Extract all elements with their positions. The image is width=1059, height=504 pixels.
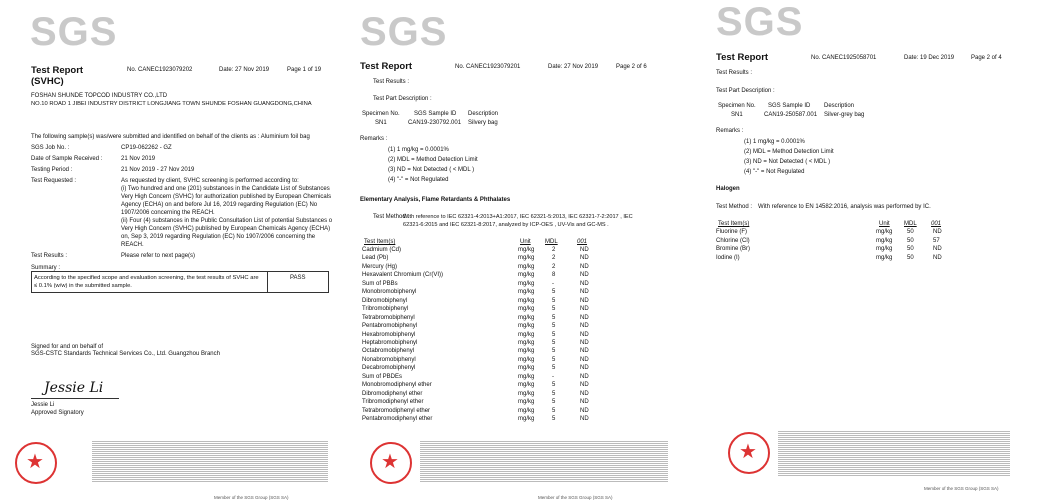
table-header: MDL <box>545 239 558 245</box>
spec-header: Specimen No. <box>362 111 400 117</box>
page-number: Page 1 of 19 <box>287 67 322 73</box>
signed-line: Signed for and on behalf of <box>31 344 104 350</box>
sgs-logo: SGS <box>30 10 118 54</box>
spec-value: SN1 <box>375 120 387 126</box>
results-value: Please refer to next page(s) <box>121 253 196 259</box>
requested-line: Very High Concern (SVHC) published by European Chemicals Agency (ECHA) <box>121 226 331 232</box>
remarks-label: Remarks : <box>716 128 744 134</box>
mdl-cell: 50 <box>907 237 914 244</box>
signature-line <box>31 398 119 399</box>
result-cell: ND <box>580 247 589 253</box>
unit-cell: mg/kg <box>518 356 535 363</box>
report-title: Test Report <box>31 65 84 76</box>
remark-line: (1) 1 mg/kg = 0.0001% <box>388 147 449 153</box>
item-name-cell: Hexabromobiphenyl <box>362 331 416 338</box>
method-line: 62321-6:2015 and IEC 62321-8:2017, analyzed by ICP-OES , UV-Vis and GC-MS . <box>403 222 609 228</box>
item-name-cell: Hexavalent Chromium (Cr(VI)) <box>362 272 444 279</box>
requested-line: on, Sep 3, 2019 regarding Regulation (EC) No 1907/2006 concerning the <box>121 234 316 240</box>
remark-line: (3) ND = Not Detected ( < MDL ) <box>744 159 831 165</box>
signature: Jessie Li <box>44 380 104 396</box>
mdl-cell: 5 <box>552 399 556 406</box>
mdl-cell: 5 <box>552 297 556 304</box>
mdl-cell: 5 <box>552 331 556 338</box>
section-heading: Elementary Analysis, Flame Retardants & Phthalates <box>360 197 511 203</box>
mdl-cell: 5 <box>552 390 556 397</box>
requested-line: 1907/2006 concerning the REACH. <box>121 210 215 216</box>
table-header: Unit <box>879 221 890 227</box>
item-name-cell: Lead (Pb) <box>362 255 389 262</box>
unit-cell: mg/kg <box>518 323 535 330</box>
sgs-seal-icon <box>728 432 770 474</box>
item-name-cell: Tribromobiphenyl <box>362 306 409 313</box>
remark-line: (2) MDL = Method Detection Limit <box>744 149 834 155</box>
terms-fine-print <box>420 440 668 482</box>
item-name-cell: Octabromobiphenyl <box>362 348 415 355</box>
item-name-cell: Bromine (Br) <box>716 246 751 253</box>
unit-cell: mg/kg <box>518 416 535 422</box>
item-name-cell: Dibromodiphenyl ether <box>362 390 423 397</box>
unit-cell: mg/kg <box>518 331 535 338</box>
mdl-cell: - <box>552 280 554 287</box>
item-name-cell: Mercury (Hg) <box>362 263 398 270</box>
mdl-cell: 8 <box>552 272 556 279</box>
unit-cell: mg/kg <box>518 306 535 313</box>
method-text: With reference to EN 14582:2016, analysis was performed by IC. <box>758 204 931 210</box>
report-title: Test Report <box>360 61 413 72</box>
summary-line: ≤ 0.1% (w/w) in the submitted sample. <box>34 283 132 289</box>
mdl-cell: 5 <box>552 314 556 321</box>
remarks-label: Remarks : <box>360 136 388 142</box>
mdl-cell: - <box>552 373 554 380</box>
remark-line: (3) ND = Not Detected ( < MDL ) <box>388 167 475 173</box>
page-number: Page 2 of 4 <box>971 55 1002 61</box>
result-cell: ND <box>580 348 589 355</box>
unit-cell: mg/kg <box>518 407 535 414</box>
requested-line: Very High Concern (SVHC) for authorization published by European Chemicals <box>121 194 332 200</box>
result-cell: ND <box>933 229 942 235</box>
report-date: Date: 27 Nov 2019 <box>219 67 270 73</box>
signed-line: SGS-CSTC Standards Technical Services Co., Ltd. Guangzhou Branch <box>31 351 220 357</box>
sgs-seal-icon <box>370 442 412 484</box>
report-number: No. CANEC1923079202 <box>127 67 193 73</box>
report-number: No. CANEC1923079201 <box>455 64 521 70</box>
mdl-cell: 50 <box>907 229 914 235</box>
item-name-cell: Nonabromobiphenyl <box>362 356 416 363</box>
unit-cell: mg/kg <box>518 272 535 279</box>
item-name-cell: Monobromobiphenyl <box>362 289 417 296</box>
report-title: Test Report <box>716 52 769 63</box>
remark-line: (1) 1 mg/kg = 0.0001% <box>744 139 805 145</box>
result-cell: ND <box>580 416 589 422</box>
result-cell: ND <box>580 255 589 262</box>
mdl-cell: 5 <box>552 382 556 389</box>
result-cell: 57 <box>933 237 940 244</box>
sgs-seal-icon <box>15 442 57 484</box>
received-value: 21 Nov 2019 <box>121 156 156 162</box>
sgs-logo: SGS <box>360 10 448 54</box>
unit-cell: mg/kg <box>518 339 535 346</box>
period-value: 21 Nov 2019 - 27 Nov 2019 <box>121 167 195 173</box>
item-name-cell: Pentabromodiphenyl ether <box>362 416 433 422</box>
terms-fine-print <box>92 440 328 482</box>
result-cell: ND <box>580 263 589 270</box>
part-label: Test Part Description : <box>373 96 432 102</box>
mdl-cell: 5 <box>552 407 556 414</box>
unit-cell: mg/kg <box>518 280 535 287</box>
spec-header: SGS Sample ID <box>768 103 811 109</box>
report-page-1 <box>0 0 348 504</box>
result-cell: ND <box>580 339 589 346</box>
page-number: Page 2 of 6 <box>616 64 647 70</box>
intro-text: The following sample(s) was/were submitted and identified on behalf of the clients as : Aluminium foil bag <box>31 134 310 140</box>
method-line: With reference to IEC 62321-4:2013+A1:2017, IEC 62321-5:2013, IEC 62321-7-2:2017 , IEC <box>403 214 633 220</box>
mdl-cell: 5 <box>552 323 556 330</box>
requested-line: (i) Two hundred and one (201) substances in the Candidate List of Substances <box>121 186 330 192</box>
item-name-cell: Tribromodiphenyl ether <box>362 399 424 406</box>
spec-header: SGS Sample ID <box>414 111 457 117</box>
report-page-2 <box>352 0 698 504</box>
signer-title: Approved Signatory <box>31 410 84 416</box>
section-heading: Halogen <box>716 186 740 192</box>
report-date: Date: 27 Nov 2019 <box>548 64 599 70</box>
summary-label: Summary : <box>31 265 61 271</box>
table-header: Test Item(s) <box>718 221 750 227</box>
result-cell: ND <box>580 407 589 414</box>
unit-cell: mg/kg <box>518 247 535 253</box>
result-cell: ND <box>580 306 589 313</box>
unit-cell: mg/kg <box>518 255 535 262</box>
mdl-cell: 5 <box>552 306 556 313</box>
unit-cell: mg/kg <box>518 263 535 270</box>
job-value: CP19-062262 - GZ <box>121 145 172 151</box>
item-name-cell: Fluorine (F) <box>716 229 748 235</box>
result-cell: ND <box>580 331 589 338</box>
remark-line: (4) "-" = Not Regulated <box>744 169 805 175</box>
member-text: Member of the SGS Group (SGS SA) <box>924 486 999 491</box>
result-cell: ND <box>580 390 589 397</box>
requested-label: Test Requested : <box>31 178 77 184</box>
member-text: Member of the SGS Group (SGS SA) <box>538 495 613 500</box>
item-name-cell: Monobromodiphenyl ether <box>362 382 432 389</box>
item-name-cell: Sum of PBBs <box>362 280 398 287</box>
period-label: Testing Period : <box>31 167 73 173</box>
result-cell: ND <box>933 246 942 253</box>
unit-cell: mg/kg <box>518 365 535 372</box>
mdl-cell: 5 <box>552 339 556 346</box>
item-name-cell: Cadmium (Cd) <box>362 247 402 253</box>
unit-cell: mg/kg <box>518 348 535 355</box>
unit-cell: mg/kg <box>518 297 535 304</box>
remark-line: (4) "-" = Not Regulated <box>388 177 449 183</box>
spec-value: SN1 <box>731 112 743 118</box>
result-cell: ND <box>933 254 942 261</box>
item-name-cell: Chlorine (Cl) <box>716 237 750 244</box>
received-label: Date of Sample Received : <box>31 156 103 162</box>
mdl-cell: 50 <box>907 246 914 253</box>
table-header: Test Item(s) <box>364 239 396 245</box>
mdl-cell: 5 <box>552 365 556 372</box>
applicant-address: NO.10 ROAD 1 JIBEI INDUSTRY DISTRICT LONGJIANG TOWN SHUNDE FOSHAN GUANGDONG,CHINA <box>31 101 312 107</box>
item-name-cell: Decabromobiphenyl <box>362 365 416 372</box>
mdl-cell: 5 <box>552 348 556 355</box>
unit-cell: mg/kg <box>518 390 535 397</box>
report-subtitle: (SVHC) <box>31 76 64 87</box>
result-cell: ND <box>580 323 589 330</box>
member-text: Member of the SGS Group (SGS SA) <box>214 495 289 500</box>
item-name-cell: Heptabromobiphenyl <box>362 339 418 346</box>
part-label: Test Part Description : <box>716 88 775 94</box>
method-label: Test Method : <box>716 204 753 210</box>
mdl-cell: 5 <box>552 416 556 422</box>
result-cell: ND <box>580 289 589 296</box>
spec-value: CAN19-230792.001 <box>408 120 462 126</box>
result-cell: ND <box>580 272 589 279</box>
mdl-cell: 50 <box>907 254 914 261</box>
item-name-cell: Dibromobiphenyl <box>362 297 408 304</box>
requested-line: Agency (ECHA) on and before Jul 16, 2019 regarding Regulation (EC) No <box>121 202 318 208</box>
pass-verdict: PASS <box>290 275 306 281</box>
unit-cell: mg/kg <box>876 237 893 244</box>
result-cell: ND <box>580 356 589 363</box>
item-name-cell: Sum of PBDEs <box>362 373 403 380</box>
item-name-cell: Tetrabromodiphenyl ether <box>362 407 431 414</box>
item-name-cell: Tetrabromobiphenyl <box>362 314 415 321</box>
results-label: Test Results : <box>373 79 410 85</box>
report-number: No. CANEC1925058701 <box>811 55 877 61</box>
item-name-cell: Iodine (I) <box>716 254 740 261</box>
summary-line: According to the specified scope and evaluation screening, the test results of SVHC are <box>34 275 259 281</box>
unit-cell: mg/kg <box>876 246 893 253</box>
result-cell: ND <box>580 382 589 389</box>
result-cell: ND <box>580 365 589 372</box>
unit-cell: mg/kg <box>518 314 535 321</box>
mdl-cell: 5 <box>552 289 556 296</box>
signer-name: Jessie Li <box>31 402 55 408</box>
unit-cell: mg/kg <box>518 373 535 380</box>
result-cell: ND <box>580 373 589 380</box>
unit-cell: mg/kg <box>876 229 893 235</box>
spec-value: CAN19-250587.001 <box>764 112 818 118</box>
spec-value: Silvery bag <box>468 120 498 126</box>
table-header: MDL <box>904 221 917 227</box>
mdl-cell: 2 <box>552 263 556 270</box>
spec-value: Silver-grey bag <box>824 112 865 118</box>
mdl-cell: 2 <box>552 255 556 262</box>
mdl-cell: 5 <box>552 356 556 363</box>
remark-line: (2) MDL = Method Detection Limit <box>388 157 478 163</box>
spec-header: Specimen No. <box>718 103 756 109</box>
terms-fine-print <box>778 430 1010 476</box>
sgs-logo: SGS <box>716 0 804 44</box>
result-cell: ND <box>580 297 589 304</box>
report-page-3 <box>706 0 1059 504</box>
table-header: 001 <box>931 221 942 227</box>
table-header: Unit <box>520 239 531 245</box>
unit-cell: mg/kg <box>518 289 535 296</box>
result-cell: ND <box>580 280 589 287</box>
job-label: SGS Job No. : <box>31 145 70 151</box>
summary-divider <box>267 271 268 292</box>
table-header: 001 <box>577 239 588 245</box>
result-cell: ND <box>580 399 589 406</box>
spec-header: Description <box>824 103 855 109</box>
requested-line: (ii) Four (4) substances in the Public Consultation List of potential Substances o <box>121 218 333 224</box>
report-date: Date: 19 Dec 2019 <box>904 55 955 61</box>
unit-cell: mg/kg <box>876 254 893 261</box>
method-label: Test Method : <box>373 214 410 220</box>
requested-line: As requested by client, SVHC screening is performed according to: <box>121 178 299 184</box>
unit-cell: mg/kg <box>518 382 535 389</box>
item-name-cell: Pentabromobiphenyl <box>362 323 418 330</box>
results-label: Test Results : <box>31 253 68 259</box>
mdl-cell: 2 <box>552 247 556 253</box>
spec-header: Description <box>468 111 499 117</box>
results-label: Test Results : <box>716 70 753 76</box>
unit-cell: mg/kg <box>518 399 535 406</box>
result-cell: ND <box>580 314 589 321</box>
requested-line: REACH. <box>121 242 144 248</box>
applicant-name: FOSHAN SHUNDE TOPCOD INDUSTRY CO.,LTD <box>31 93 168 99</box>
